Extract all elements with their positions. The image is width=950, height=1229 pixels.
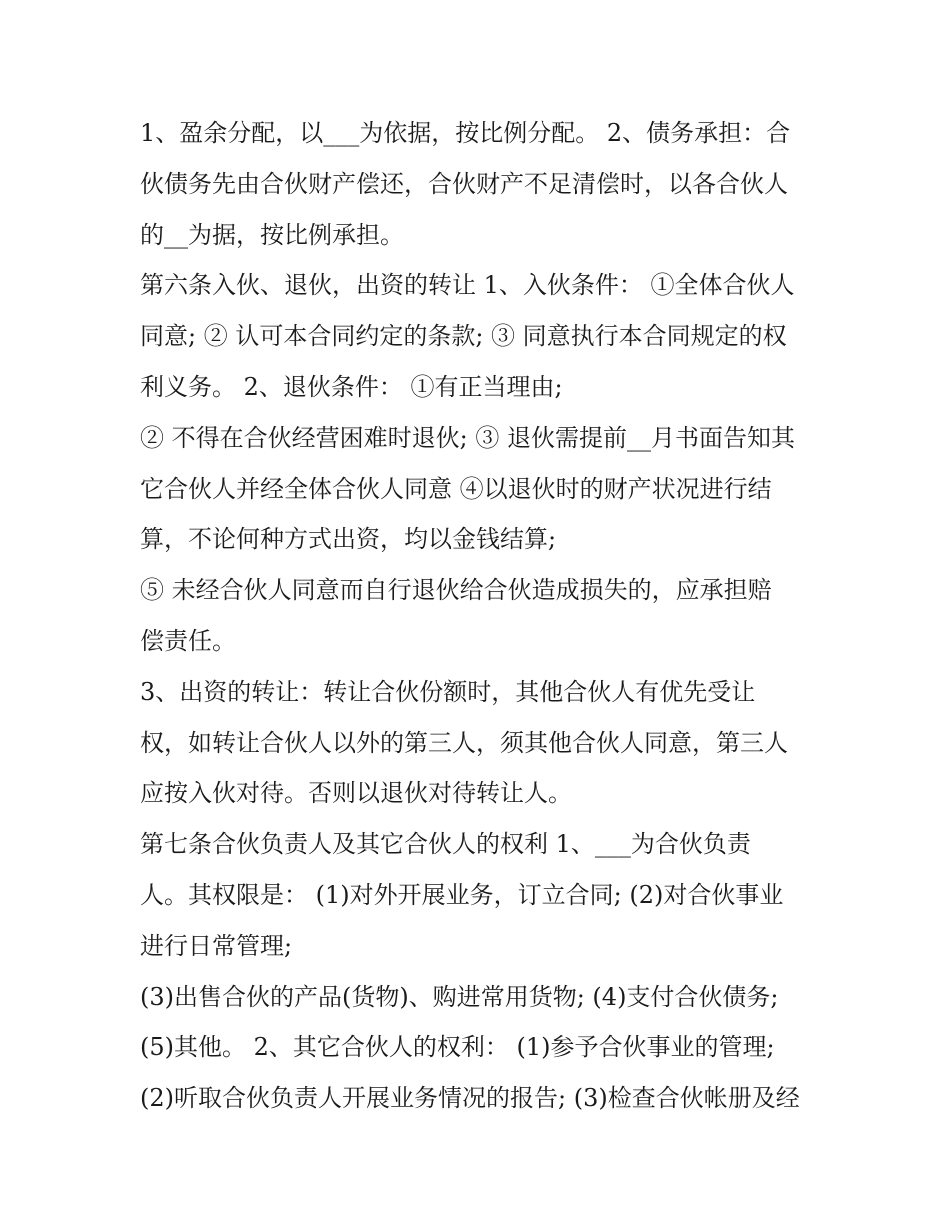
text-line: 第七条合伙负责人及其它合伙人的权利 1、___为合伙负责 — [140, 830, 751, 859]
text-line: 权，如转让合伙人以外的第三人，须其他合伙人同意，第三人 — [140, 728, 788, 757]
text-line: 它合伙人并经全体合伙人同意 ④以退伙时的财产状况进行结 — [140, 474, 772, 503]
text-line: (3)出售合伙的产品(货物)、购进常用货物; (4)支付合伙债务; — [140, 982, 779, 1011]
text-line: 偿责任。 — [140, 626, 236, 655]
text-line: 同意; ② 认可本合同约定的条款; ③ 同意执行本合同规定的权 — [140, 322, 787, 351]
text-line: ⑤ 未经合伙人同意而自行退伙给合伙造成损失的，应承担赔 — [140, 576, 772, 605]
text-line: 进行日常管理; — [140, 931, 293, 960]
text-line: 3、出资的转让：转让合伙份额时，其他合伙人有优先受让 — [140, 677, 756, 706]
text-line: (5)其他。 2、其它合伙人的权利： (1)参予合伙事业的管理; — [140, 1033, 775, 1062]
text-line: 第六条入伙、退伙，出资的转让 1、入伙条件： ①全体合伙人 — [140, 271, 795, 300]
text-line: ② 不得在合伙经营困难时退伙; ③ 退伙需提前__月书面告知其 — [140, 423, 795, 452]
text-line: 利义务。 2、退伙条件： ①有正当理由; — [140, 372, 563, 401]
text-line: 的__为据，按比例承担。 — [140, 220, 404, 249]
text-line: 人。其权限是： (1)对外开展业务，订立合同; (2)对合伙事业 — [140, 880, 784, 909]
text-line: 伙债务先由合伙财产偿还，合伙财产不足清偿时，以各合伙人 — [140, 169, 788, 198]
text-line: 算，不论何种方式出资，均以金钱结算; — [140, 525, 557, 554]
text-line: 1、盈余分配，以___为依据，按比例分配。 2、债务承担：合 — [140, 119, 791, 147]
text-line: 应按入伙对待。否则以退伙对待转让人。 — [140, 779, 572, 808]
text-line: (2)听取合伙负责人开展业务情况的报告; (3)检查合伙帐册及经 — [140, 1084, 800, 1113]
document-body — [140, 108, 820, 1124]
